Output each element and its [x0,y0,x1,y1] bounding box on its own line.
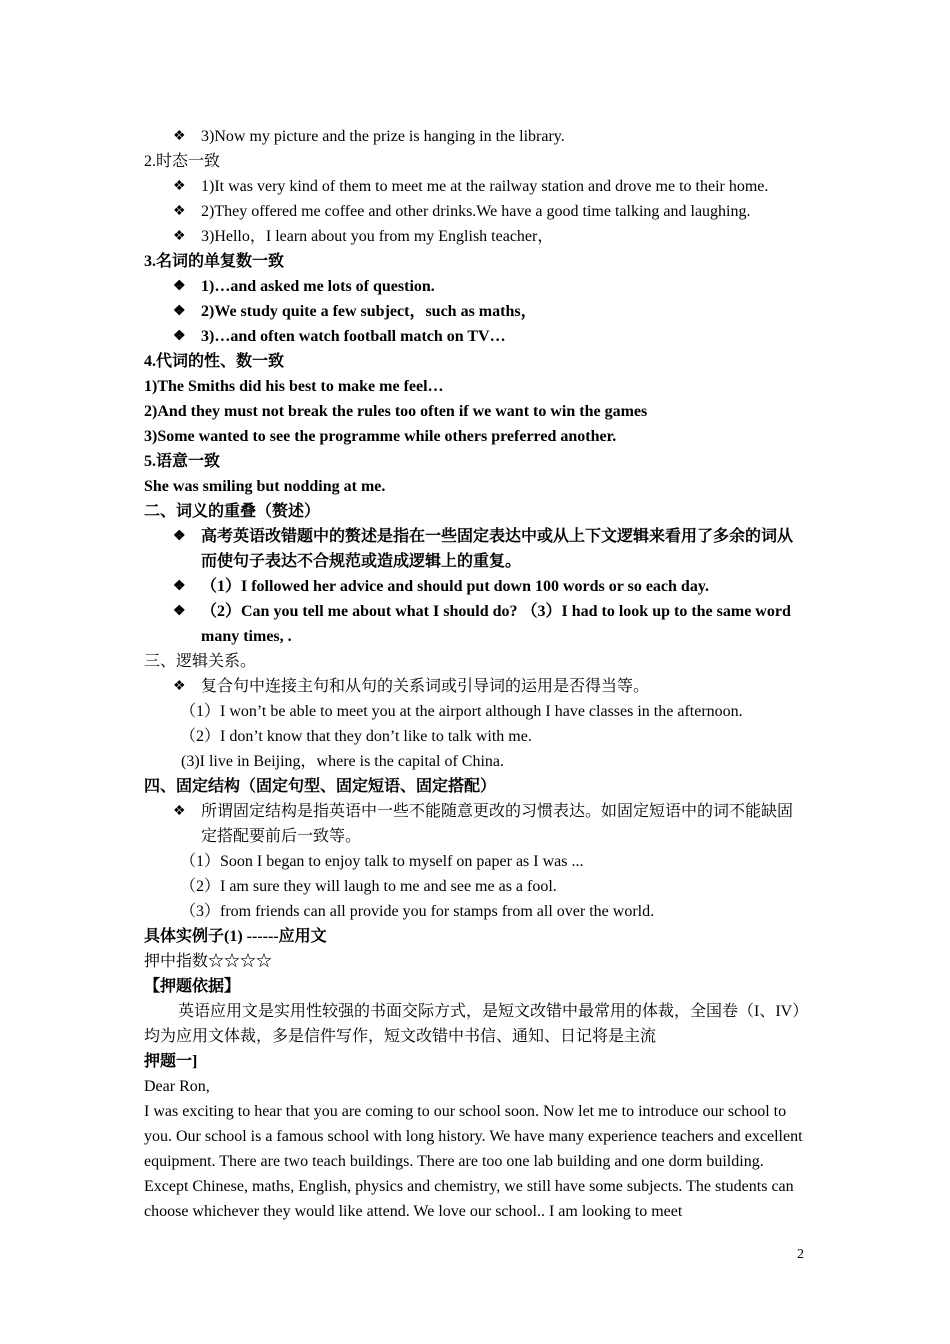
text-line: Dear Ron, [144,1078,210,1095]
bullet-text: 3)Hello，I learn about you from my English teacher， [201,228,554,245]
bullet-text: 高考英语改错题中的赘述是指在一些固定表达中或从上下文逻辑来看用了多余的词从而使句子表达不合规范或造成逻辑上的重复。 [201,528,794,570]
page-number: 2 [797,1247,804,1262]
bullet-text: 2)They offered me coffee and other drinks.We have a good time talking and laughing. [201,203,751,220]
bullet-text: 1)…and asked me lots of question. [201,278,435,295]
bullet-text: 3)Now my picture and the prize is hanging in the library. [201,128,565,145]
text-line: 3.名词的单复数一致 [144,253,285,270]
diamond-bullet-icon: ❖ [173,579,186,594]
bullet-item [144,174,808,199]
text-line: （2）I don’t know that they don’t like to talk with me. [180,728,532,745]
text-line: 2)And they must not break the rules too often if we want to win the games [144,403,648,420]
bullet-item [144,674,808,699]
text-line: 4.代词的性、数一致 [144,353,285,370]
diamond-bullet-icon: ❖ [173,529,186,544]
bullet-item [144,274,808,299]
text-line: 押题一] [144,1053,198,1070]
bullet-item [144,324,808,349]
bullet-item [144,199,808,224]
paragraph: 英语应用文是实用性较强的书面交际方式，是短文改错中最常用的体裁，全国卷（I、IV）均为应用文体裁，多是信件写作，短文改错中书信、通知、日记将是主流 [144,1003,801,1045]
text-line: (3)I live in Beijing，where is the capital of China. [181,753,505,770]
text-line: 3)Some wanted to see the programme while others preferred another. [144,428,617,445]
text-line: 四、固定结构（固定句型、固定短语、固定搭配） [144,778,497,795]
text-line: （2）I am sure they will laugh to me and see me as a fool. [180,878,557,895]
diamond-bullet-icon: ❖ [173,604,186,619]
bullet-item [144,124,808,149]
text-line: 具体实例子(1) ------应用文 [144,928,327,945]
bullet-item [144,524,808,574]
bullet-text: （2）Can you tell me about what I should do? （3）I had to look up to the same word many times, . [201,603,791,645]
text-line: 二、词义的重叠（赘述） [144,503,321,520]
text-line: 5.语意一致 [144,453,221,470]
bullet-item [144,299,808,324]
diamond-bullet-icon: ❖ [173,179,186,194]
text-line: 1)The Smiths did his best to make me feel… [144,378,444,395]
diamond-bullet-icon: ❖ [173,129,186,144]
bullet-text: （1）I followed her advice and should put down 100 words or so each day. [201,578,709,595]
text-line: 三、逻辑关系。 [144,653,257,670]
text-line: （1）I won’t be able to meet you at the airport although I have classes in the afternoon. [180,703,743,720]
document-body [144,124,808,1224]
diamond-bullet-icon: ❖ [173,279,186,294]
bullet-text: 3)…and often watch football match on TV… [201,328,506,345]
text-line: （3）from friends can all provide you for stamps from all over the world. [180,903,655,920]
diamond-bullet-icon: ❖ [173,679,186,694]
bullet-text: 1)It was very kind of them to meet me at the railway station and drove me to their home. [201,178,769,195]
bullet-text: 复合句中连接主句和从句的关系词或引导词的运用是否得当等。 [201,678,650,695]
bullet-item [144,599,808,649]
text-line: （1）Soon I began to enjoy talk to myself on paper as I was ... [180,853,584,870]
text-line: 2.时态一致 [144,153,221,170]
diamond-bullet-icon: ❖ [173,229,186,244]
bullet-item [144,574,808,599]
text-line: 押中指数☆☆☆☆ [144,953,273,970]
diamond-bullet-icon: ❖ [173,204,186,219]
bullet-text: 所谓固定结构是指英语中一些不能随意更改的习惯表达。如固定短语中的词不能缺固定搭配要前后一致等。 [201,803,794,845]
bullet-item [144,224,808,249]
bullet-item [144,799,808,849]
diamond-bullet-icon: ❖ [173,804,186,819]
text-line: 【押题依据】 [144,978,241,995]
text-line: She was smiling but nodding at me. [144,478,386,495]
bullet-text: 2)We study quite a few subject，such as maths， [201,303,537,320]
text-line: I was exciting to hear that you are coming to our school soon. Now let me to introduce our school to you. Our school is a famous school with long history. We have many experience teachers and excellent equipment. There are two teach buildings. There are too one lab building and one dorm building. Except Chinese, maths, English, physics and chemistry, we still have some subjects. The students can choose whichever they would like attend. We love our school.. I am looking to meet [144,1103,803,1220]
diamond-bullet-icon: ❖ [173,329,186,344]
diamond-bullet-icon: ❖ [173,304,186,319]
